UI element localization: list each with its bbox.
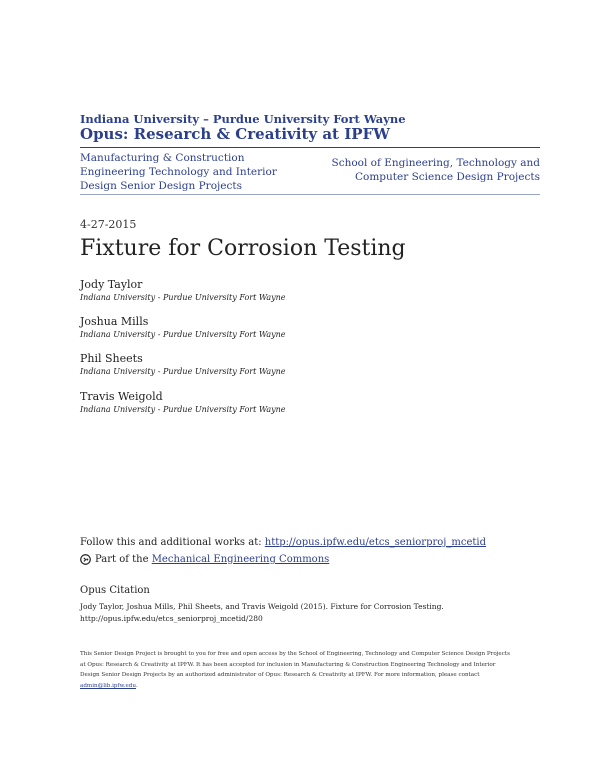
author-name: Joshua Mills [80,315,149,328]
collection-link-right[interactable]: School of Engineering, Technology and Computer Science Design Projects [331,157,540,183]
collections-divider [80,194,540,195]
header-divider [80,147,540,148]
author-name: Phil Sheets [80,352,143,365]
citation-url: http://opus.ipfw.edu/etcs_seniorproj_mcetid/280 [80,614,263,623]
citation-heading: Opus Citation [80,585,150,596]
institution-name[interactable]: Indiana University – Purdue University Fort Wayne [80,112,406,126]
author-affiliation: Indiana University - Purdue University Fort Wayne [80,405,286,414]
author-name: Travis Weigold [80,390,163,403]
footer-notice [80,649,540,691]
paper-title: Fixture for Corrosion Testing [80,236,406,261]
follow-line [80,537,486,548]
citation-line: Jody Taylor, Joshua Mills, Phil Sheets, and Travis Weigold (2015). Fixture for Corrosion Testing. [80,602,444,611]
repository-name[interactable]: Opus: Research & Creativity at IPFW [80,125,390,143]
footer-line: This Senior Design Project is brought to you for free and open access by the School of Engineering, Technology and Computer Science Design Projects [80,651,510,657]
footer-line: Design Senior Design Projects by an authorized administrator of Opus: Research & Creativity at IPFW. For more information, please contact [80,672,480,679]
citation-text [80,601,540,625]
creative-commons-icon [80,554,91,565]
part-of-line [80,554,329,565]
author-name: Jody Taylor [80,278,143,291]
footer-line: at Opus: Research & Creativity at IPFW. It has been accepted for inclusion in Manufacturing & Construction Engineering Technology and Interior [80,661,496,668]
part-prefix: Part of the [95,554,149,565]
contact-email-link[interactable]: admin@lib.ipfw.edu [80,682,136,689]
collection-link-left[interactable]: Manufacturing & Construction Engineering Technology and Interior Design Senior Design Projects [80,152,277,192]
commons-link[interactable]: Mechanical Engineering Commons [151,554,330,565]
author-affiliation: Indiana University - Purdue University Fort Wayne [80,330,286,339]
footer-period: . [135,682,138,689]
follow-url-link[interactable]: http://opus.ipfw.edu/etcs_seniorproj_mcetid [264,537,486,548]
publication-date: 4-27-2015 [80,218,137,231]
follow-prefix: Follow this and additional works at: [80,537,265,548]
author-affiliation: Indiana University - Purdue University Fort Wayne [80,293,286,302]
footer-contact [80,681,540,692]
author-affiliation: Indiana University - Purdue University Fort Wayne [80,367,286,376]
